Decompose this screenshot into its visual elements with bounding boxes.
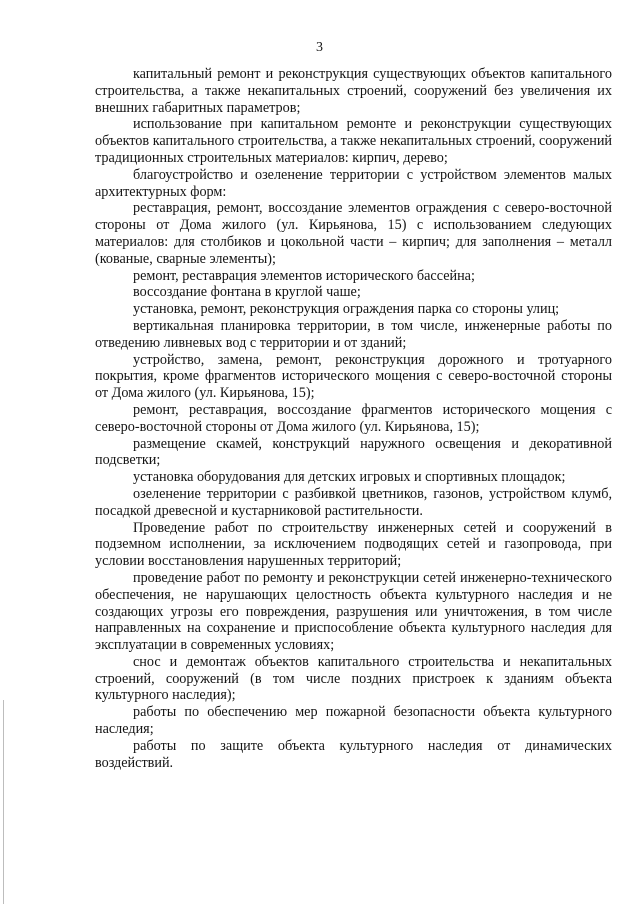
paragraph: озеленение территории с разбивкой цветников, газонов, устройством клумб, посадкой древесной и кустарниковой растительности. <box>95 485 612 519</box>
paragraph: устройство, замена, ремонт, реконструкция дорожного и тротуарного покрытия, кроме фрагментов исторического мощения с северо-восточной стороны от Дома жилого (ул. Кирьянова, 15); <box>95 351 612 402</box>
paragraph: реставрация, ремонт, воссоздание элементов ограждения с северо-восточной стороны от Дома жилого (ул. Кирьянова, 15) с использованием следующих материалов: для столбиков и цокольной части – кирпич; для заполнения – металл (кованые, сварные элементы); <box>95 200 612 267</box>
scan-edge-line <box>3 700 4 904</box>
paragraph: благоустройство и озеленение территории с устройством элементов малых архитектурных форм: <box>95 166 612 200</box>
paragraph: размещение скамей, конструкций наружного освещения и декоративной подсветки; <box>95 435 612 469</box>
paragraph: работы по обеспечению мер пожарной безопасности объекта культурного наследия; <box>95 704 612 738</box>
paragraph: проведение работ по ремонту и реконструкции сетей инженерно-технического обеспечения, не нарушающих целостность объекта культурного наследия и не создающих угрозы его повреждения, разрушения или уничтожения, в том числе направленных на сохранение и приспособление объекта культурного наследия для эксплуатации в современных условиях; <box>95 569 612 654</box>
paragraph: ремонт, реставрация элементов исторического бассейна; <box>133 267 475 284</box>
paragraph: капитальный ремонт и реконструкция существующих объектов капитального строительства, а также некапитальных строений, сооружений без увеличения их внешних габаритных параметров; <box>95 66 612 116</box>
paragraph: воссоздание фонтана в круглой чаше; <box>133 284 361 301</box>
document-body <box>95 66 612 771</box>
paragraph: установка оборудования для детских игровых и спортивных площадок; <box>133 469 566 486</box>
paragraph: Проведение работ по строительству инженерных сетей и сооружений в подземном исполнении, за исключением подводящих сетей и газопровода, при условии восстановления нарушенных территорий; <box>95 519 612 570</box>
paragraph: работы по защите объекта культурного наследия от динамических воздействий. <box>95 737 612 771</box>
paragraph: установка, ремонт, реконструкция ограждения парка со стороны улиц; <box>133 301 560 318</box>
paragraph: использование при капитальном ремонте и реконструкции существующих объектов капитального строительства, а также некапитальных строений, сооружений традиционных строительных материалов: кирпич, дерево; <box>95 116 612 166</box>
paragraph: вертикальная планировка территории, в том числе, инженерные работы по отведению ливневых вод с территории и от зданий; <box>95 317 612 351</box>
paragraph: ремонт, реставрация, воссоздание фрагментов исторического мощения с северо-восточной стороны от Дома жилого (ул. Кирьянова, 15); <box>95 401 612 435</box>
page-number: 3 <box>316 40 323 55</box>
paragraph: снос и демонтаж объектов капитального строительства и некапитальных строений, сооружений (в том числе поздних пристроек к зданиям объекта культурного наследия); <box>95 653 612 704</box>
